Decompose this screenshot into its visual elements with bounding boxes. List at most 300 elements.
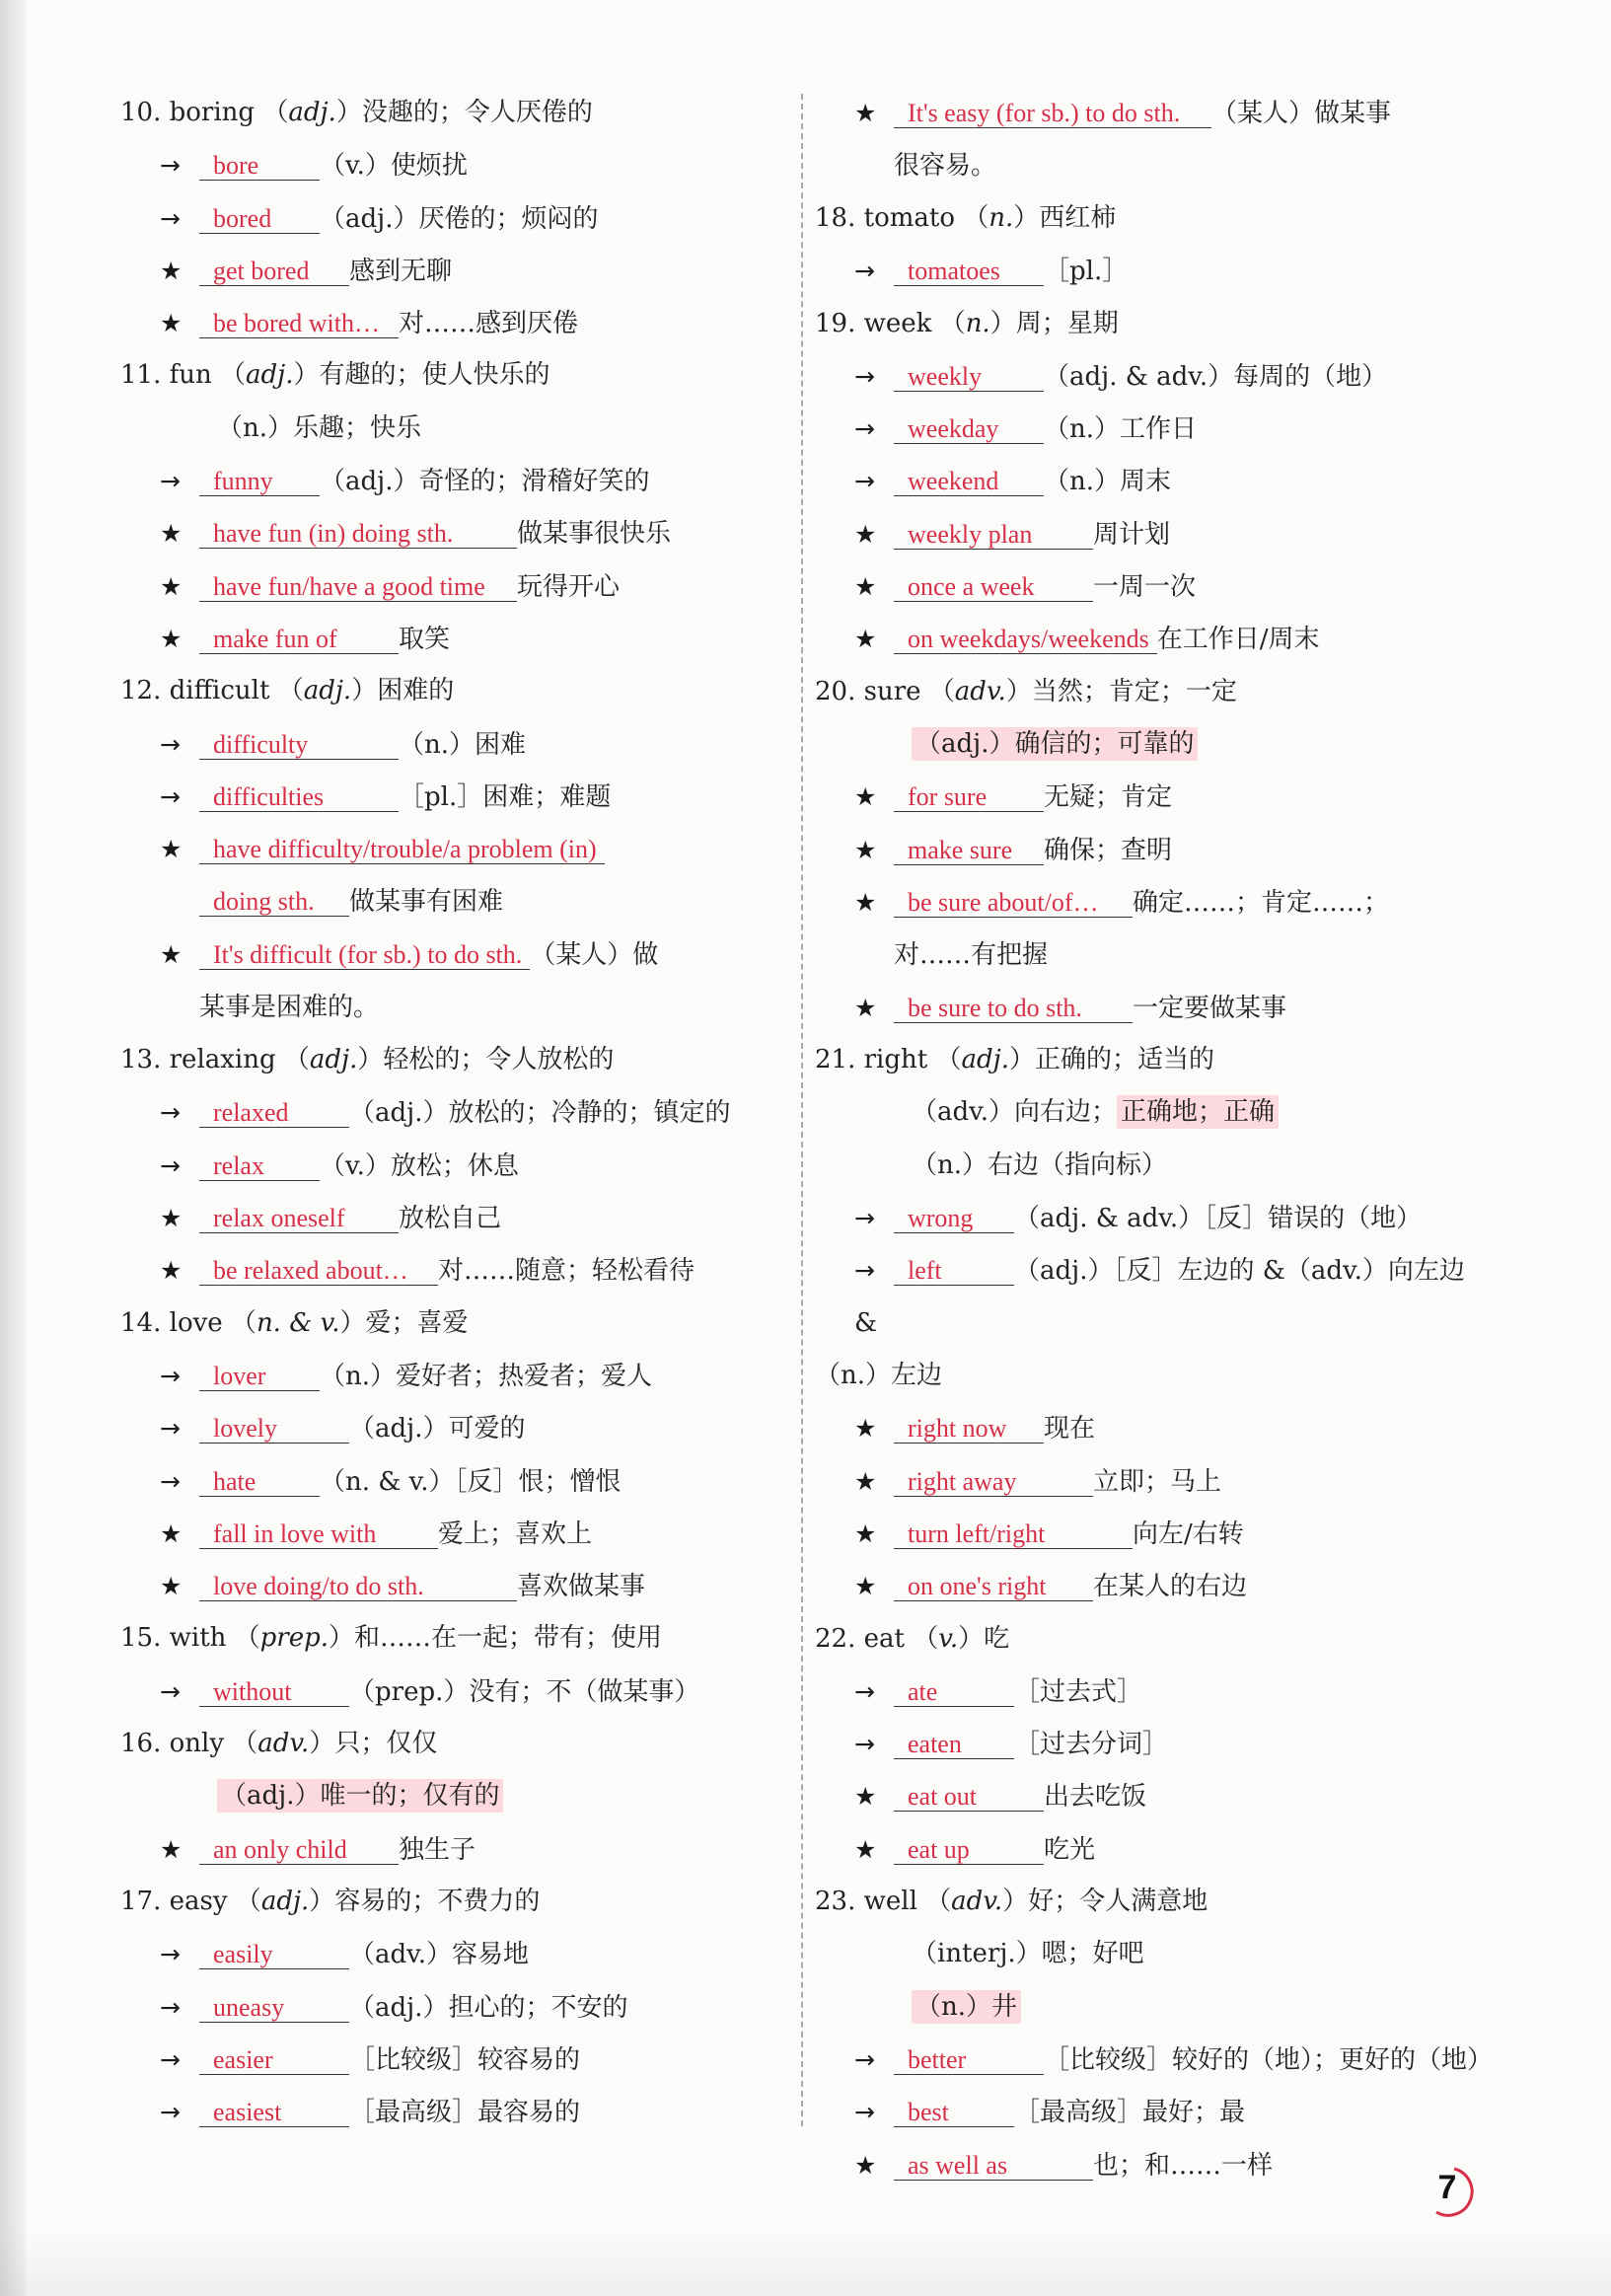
arrow-icon: → bbox=[160, 1414, 181, 1444]
derived-word-entry bbox=[120, 771, 791, 823]
headword: love bbox=[169, 1307, 223, 1338]
entry-line bbox=[160, 1402, 791, 1455]
derived-word-entry bbox=[120, 139, 791, 191]
star-icon: ★ bbox=[160, 940, 183, 970]
page-bottom-shade bbox=[0, 2227, 1611, 2296]
vocab-headword: 10. boring （adj.）没趣的；令人厌倦的 bbox=[120, 98, 593, 127]
entry-number: 19. bbox=[815, 308, 856, 338]
answer-gloss: 也；和……一样 bbox=[1093, 2150, 1274, 2181]
answer-gloss: 向左/右转 bbox=[1133, 1518, 1244, 1549]
vocab-headword: 13. relaxing （adj.）轻松的；令人放松的 bbox=[120, 1045, 615, 1075]
derived-word-entry bbox=[120, 1086, 791, 1139]
answer-gloss: 做某事有困难 bbox=[349, 887, 504, 918]
answer-blank[interactable]: bore bbox=[199, 153, 320, 181]
meaning: 轻松的；令人放松的 bbox=[383, 1045, 615, 1075]
answer-blank[interactable]: once a week bbox=[894, 574, 1093, 602]
arrow-icon: → bbox=[160, 1361, 181, 1390]
part-of-speech: adv. bbox=[257, 1729, 310, 1759]
answer-gloss: 现在 bbox=[1044, 1414, 1096, 1444]
phrase-entry bbox=[815, 824, 1486, 876]
derived-word-entry bbox=[815, 403, 1486, 455]
meaning: 和……在一起；带有；使用 bbox=[354, 1623, 663, 1654]
derived-word-entry bbox=[815, 1244, 1486, 1402]
highlighted-meaning bbox=[815, 718, 1486, 771]
phrase-entry bbox=[120, 1192, 791, 1244]
entry-number: 15. bbox=[120, 1623, 162, 1654]
derived-word-entry bbox=[815, 350, 1486, 403]
answer-blank[interactable]: weekend bbox=[894, 469, 1044, 496]
headword: fun bbox=[169, 360, 212, 391]
answer-blank[interactable]: left bbox=[894, 1258, 1014, 1286]
answer-blank[interactable]: uneasy bbox=[199, 1995, 349, 2023]
phrase-entry bbox=[120, 507, 791, 559]
answer-blank[interactable]: turn left/right bbox=[894, 1521, 1133, 1549]
entry-line bbox=[160, 507, 791, 560]
answer-gloss: 爱上；喜欢上 bbox=[438, 1518, 593, 1549]
answer-blank[interactable]: without bbox=[199, 1679, 349, 1707]
headword: tomato bbox=[863, 203, 955, 233]
derived-word-entry bbox=[120, 1350, 791, 1402]
entry-line bbox=[160, 455, 791, 508]
answer-gloss: （n.）爱好者；热爱者；爱人 bbox=[320, 1361, 653, 1391]
phrase-entry bbox=[815, 876, 1486, 982]
derived-word-entry bbox=[815, 2034, 1494, 2086]
entry-line bbox=[854, 2139, 1486, 2192]
star-icon: ★ bbox=[160, 1518, 183, 1548]
arrow-icon: → bbox=[160, 1150, 181, 1180]
answer-blank[interactable]: love doing/to do sth. bbox=[199, 1574, 517, 1601]
answer-blank[interactable]: weekly bbox=[894, 364, 1044, 392]
phrase-entry bbox=[120, 928, 791, 1034]
entry-line bbox=[160, 192, 791, 246]
answer-gloss: （adj.）担心的；不安的 bbox=[349, 1992, 628, 2023]
vocab-headword: 21. right （adj.）正确的；适当的 bbox=[815, 1045, 1214, 1075]
answer-blank[interactable]: doing sth. bbox=[199, 889, 349, 917]
answer-blank[interactable]: difficulties bbox=[199, 784, 399, 812]
answer-gloss: （adj.）放松的；冷静的；镇定的 bbox=[349, 1098, 731, 1129]
highlighted-meaning-text: 正确地；正确 bbox=[1117, 1095, 1279, 1129]
extra-meaning-text: （n.）右边（指向标） bbox=[912, 1149, 1168, 1180]
headword: right bbox=[863, 1045, 928, 1075]
part-of-speech: adj. bbox=[309, 1045, 358, 1075]
arrow-icon: → bbox=[854, 2044, 875, 2074]
entry-line bbox=[854, 2034, 1494, 2087]
entry-line bbox=[854, 824, 1486, 877]
answer-gloss-continued: 很容易。 bbox=[894, 151, 997, 181]
answer-blank[interactable]: weekday bbox=[894, 416, 1044, 444]
answer-blank[interactable]: for sure bbox=[894, 784, 1044, 812]
entry-number: 23. bbox=[815, 1887, 856, 1917]
answer-gloss: 确定……；肯定……； bbox=[1133, 887, 1390, 918]
star-icon: ★ bbox=[160, 1572, 183, 1601]
answer-gloss: 放松自己 bbox=[399, 1204, 502, 1234]
part-of-speech: adj. bbox=[961, 1045, 1009, 1075]
answer-blank[interactable]: an only child bbox=[199, 1837, 399, 1865]
entry-line bbox=[854, 1718, 1486, 1771]
arrow-icon: → bbox=[160, 1676, 181, 1706]
part-of-speech: adj. bbox=[288, 98, 336, 127]
answer-gloss: 对……随意；轻松看待 bbox=[438, 1256, 696, 1287]
phrase-entry bbox=[815, 1823, 1486, 1876]
entry-line bbox=[854, 1823, 1486, 1877]
entry-line bbox=[160, 2086, 791, 2139]
entry-line bbox=[160, 560, 791, 614]
entry-line bbox=[160, 1086, 791, 1140]
entry-line bbox=[160, 771, 791, 824]
phrase-entry bbox=[815, 560, 1486, 613]
phrase-entry bbox=[120, 1823, 791, 1876]
entry-line bbox=[854, 1666, 1486, 1719]
headword: with bbox=[169, 1623, 227, 1654]
arrow-icon: → bbox=[160, 729, 181, 759]
entry-line bbox=[160, 1508, 791, 1561]
answer-blank[interactable]: hate bbox=[199, 1469, 320, 1497]
entry-line bbox=[160, 1140, 791, 1193]
answer-blank[interactable]: make fun of bbox=[199, 627, 399, 654]
answer-gloss: ［最高级］最好；最 bbox=[1014, 2098, 1246, 2128]
entry-line bbox=[854, 1192, 1486, 1245]
answer-blank[interactable]: ate bbox=[894, 1679, 1014, 1707]
entry-line bbox=[160, 718, 791, 772]
phrase-entry bbox=[815, 1560, 1486, 1612]
headword: week bbox=[863, 308, 932, 338]
answer-gloss: 无疑；肯定 bbox=[1044, 782, 1173, 813]
entry-line bbox=[854, 455, 1486, 508]
arrow-icon: → bbox=[160, 781, 181, 811]
part-of-speech: adv. bbox=[951, 1887, 1003, 1917]
derived-word-entry bbox=[120, 1402, 791, 1454]
extra-meaning-text: （adv.）向右边； bbox=[912, 1097, 1118, 1128]
answer-gloss: 出去吃饭 bbox=[1044, 1782, 1147, 1813]
vocab-headword: 17. easy （adj.）容易的；不费力的 bbox=[120, 1886, 541, 1916]
page-number-badge bbox=[1425, 2163, 1484, 2222]
phrase-entry bbox=[815, 613, 1486, 665]
arrow-icon: → bbox=[160, 2098, 181, 2127]
answer-blank[interactable]: be sure to do sth. bbox=[894, 996, 1133, 1023]
answer-blank[interactable]: difficulty bbox=[199, 732, 399, 760]
derived-word-entry bbox=[815, 1666, 1486, 1718]
entry-line bbox=[854, 245, 1486, 298]
answer-blank[interactable]: eaten bbox=[894, 1732, 1014, 1759]
page-number: 7 bbox=[1437, 2169, 1457, 2206]
entry-number: 13. bbox=[120, 1045, 162, 1075]
entry-line bbox=[854, 982, 1486, 1035]
derived-word-entry bbox=[815, 455, 1486, 507]
entry-number: 10. bbox=[120, 98, 162, 127]
star-icon: ★ bbox=[854, 1782, 877, 1812]
meaning: 当然；肯定；一定 bbox=[1031, 676, 1237, 706]
entry-line bbox=[854, 876, 1486, 929]
extra-meaning bbox=[120, 403, 791, 455]
answer-blank[interactable]: wrong bbox=[894, 1206, 1014, 1233]
answer-gloss: （adv.）容易地 bbox=[349, 1940, 530, 1970]
entry-line bbox=[160, 613, 791, 666]
entry-line bbox=[160, 876, 791, 928]
answer-gloss: ［pl.］困难；难题 bbox=[399, 781, 612, 812]
star-icon: ★ bbox=[854, 835, 877, 864]
meaning: 周；星期 bbox=[1015, 308, 1119, 338]
star-icon: ★ bbox=[160, 624, 183, 653]
entry-line bbox=[160, 1192, 791, 1245]
phrase-entry bbox=[815, 508, 1486, 560]
arrow-icon: → bbox=[160, 1992, 181, 2022]
star-icon: ★ bbox=[160, 309, 183, 338]
entry-line bbox=[160, 1244, 791, 1297]
star-icon: ★ bbox=[854, 1466, 877, 1496]
meaning: 容易的；不费力的 bbox=[334, 1886, 541, 1916]
answer-blank[interactable]: have fun (in) doing sth. bbox=[199, 521, 517, 549]
answer-gloss: （prep.）没有；不（做某事） bbox=[349, 1676, 700, 1707]
answer-blank[interactable]: easiest bbox=[199, 2100, 349, 2127]
answer-blank[interactable]: bored bbox=[199, 206, 320, 234]
answer-gloss: ［pl.］ bbox=[1044, 257, 1129, 287]
part-of-speech: n. bbox=[965, 308, 990, 338]
headword: sure bbox=[863, 676, 921, 706]
entry-line bbox=[160, 928, 791, 982]
answer-blank[interactable]: eat out bbox=[894, 1784, 1044, 1812]
entry-number: 20. bbox=[815, 676, 856, 706]
vocab-headword: 14. love （n. & v.）爱；喜爱 bbox=[120, 1307, 469, 1338]
meaning: 爱；喜爱 bbox=[365, 1307, 469, 1338]
answer-gloss: 一周一次 bbox=[1093, 572, 1197, 603]
answer-blank[interactable]: It's easy (for sb.) to do sth. bbox=[894, 101, 1211, 128]
answer-gloss: 一定要做某事 bbox=[1133, 993, 1287, 1023]
entry-line bbox=[160, 1823, 791, 1877]
answer-blank[interactable]: be sure about/of… bbox=[894, 890, 1133, 918]
meaning: 好；令人满意地 bbox=[1028, 1887, 1208, 1917]
meaning: 困难的 bbox=[377, 676, 455, 706]
vocab-headword: 19. week （n.）周；星期 bbox=[815, 308, 1119, 338]
headword: only bbox=[169, 1729, 225, 1759]
entry-number: 21. bbox=[815, 1045, 856, 1075]
derived-word-entry bbox=[120, 1928, 791, 1980]
entry-number: 14. bbox=[120, 1307, 162, 1338]
phrase-entry bbox=[120, 613, 791, 665]
entry-line bbox=[160, 1560, 791, 1613]
answer-gloss: 玩得开心 bbox=[517, 571, 621, 602]
answer-gloss-continued: 某事是困难的。 bbox=[199, 993, 380, 1023]
phrase-entry bbox=[120, 297, 791, 349]
entry-line bbox=[854, 1455, 1486, 1509]
star-icon: ★ bbox=[160, 571, 183, 601]
derived-word-entry bbox=[815, 245, 1486, 297]
phrase-entry bbox=[120, 1560, 791, 1612]
answer-gloss: 周计划 bbox=[1093, 519, 1171, 550]
answer-blank[interactable]: funny bbox=[199, 469, 320, 496]
answer-gloss: （某人）做 bbox=[530, 940, 659, 971]
answer-blank[interactable]: relaxed bbox=[199, 1100, 349, 1128]
answer-blank[interactable]: relax oneself bbox=[199, 1206, 399, 1233]
answer-blank[interactable]: fall in love with bbox=[199, 1521, 438, 1549]
star-icon: ★ bbox=[854, 887, 877, 917]
star-icon: ★ bbox=[160, 1204, 183, 1233]
answer-blank[interactable]: make sure bbox=[894, 838, 1044, 865]
entry-line bbox=[160, 245, 791, 298]
headword: easy bbox=[169, 1886, 228, 1916]
answer-blank[interactable]: have difficulty/trouble/a problem (in) bbox=[199, 837, 605, 864]
right-column bbox=[815, 87, 1494, 2191]
answer-blank[interactable]: on weekdays/weekends bbox=[894, 627, 1157, 654]
arrow-icon: → bbox=[854, 2098, 875, 2127]
entry-line bbox=[854, 403, 1486, 456]
answer-blank[interactable]: lover bbox=[199, 1364, 320, 1391]
entry-line bbox=[854, 929, 1486, 982]
meaning: 正确的；适当的 bbox=[1034, 1045, 1214, 1075]
vocab-headword: 11. fun （adj.）有趣的；使人快乐的 bbox=[120, 360, 550, 391]
answer-gloss: ［过去式］ bbox=[1014, 1676, 1143, 1707]
answer-blank[interactable]: It's difficult (for sb.) to do sth. bbox=[199, 942, 530, 970]
headword: eat bbox=[863, 1623, 905, 1654]
star-icon: ★ bbox=[854, 572, 877, 602]
entry-line bbox=[854, 2086, 1486, 2139]
arrow-icon: → bbox=[160, 1098, 181, 1128]
answer-blank[interactable]: weekly plan bbox=[894, 522, 1093, 550]
entry-line bbox=[854, 350, 1486, 404]
answer-gloss: （n.）周末 bbox=[1044, 467, 1172, 497]
derived-word-entry bbox=[120, 2086, 791, 2138]
entry-line bbox=[160, 982, 791, 1034]
arrow-icon: → bbox=[160, 203, 181, 233]
meaning: 只；仅仅 bbox=[334, 1729, 438, 1759]
star-icon: ★ bbox=[854, 1518, 877, 1548]
answer-gloss: （adj.）厌倦的；烦闷的 bbox=[320, 203, 599, 234]
answer-gloss: （v.）使烦扰 bbox=[320, 151, 468, 182]
part-of-speech: adj. bbox=[260, 1886, 310, 1916]
vocab-headword: 18. tomato （n.）西红柿 bbox=[815, 203, 1117, 233]
entry-line bbox=[815, 1350, 1486, 1402]
answer-blank[interactable]: as well as bbox=[894, 2153, 1093, 2181]
answer-gloss: ［最高级］最容易的 bbox=[349, 2098, 581, 2128]
meaning: 吃 bbox=[984, 1623, 1010, 1654]
answer-gloss: （v.）放松；休息 bbox=[320, 1150, 519, 1181]
entry-line bbox=[854, 508, 1486, 561]
highlighted-meaning bbox=[815, 1981, 1486, 2034]
entry-number: 17. bbox=[120, 1886, 162, 1916]
star-icon: ★ bbox=[854, 625, 877, 654]
answer-blank[interactable]: lovely bbox=[199, 1416, 349, 1444]
entry-line bbox=[160, 1455, 791, 1509]
entry-line bbox=[160, 823, 791, 876]
extra-meaning bbox=[815, 1086, 1486, 1139]
entry-line bbox=[854, 1244, 1486, 1350]
answer-blank[interactable]: better bbox=[894, 2047, 1044, 2075]
derived-word-entry bbox=[120, 1455, 791, 1508]
arrow-icon: → bbox=[854, 1676, 875, 1706]
arrow-icon: → bbox=[854, 467, 875, 496]
part-of-speech: n. bbox=[989, 203, 1014, 233]
answer-blank[interactable]: tomatoes bbox=[894, 259, 1044, 286]
extra-meaning bbox=[815, 1928, 1486, 1980]
entry-number: 12. bbox=[120, 676, 162, 706]
answer-gloss: （n. & v.）［反］恨；憎恨 bbox=[320, 1466, 622, 1497]
arrow-icon: → bbox=[160, 467, 181, 496]
answer-blank[interactable]: easily bbox=[199, 1942, 349, 1969]
answer-blank[interactable]: be bored with… bbox=[199, 311, 399, 338]
derived-word-entry bbox=[120, 1981, 791, 2034]
arrow-icon: → bbox=[160, 2044, 181, 2074]
answer-blank[interactable]: eat up bbox=[894, 1837, 1044, 1865]
answer-blank[interactable]: easier bbox=[199, 2047, 349, 2075]
answer-gloss: （adj.）奇怪的；滑稽好笑的 bbox=[320, 467, 650, 497]
phrase-entry bbox=[815, 1455, 1486, 1508]
meaning: 没趣的；令人厌倦的 bbox=[361, 98, 593, 127]
answer-blank[interactable]: right away bbox=[894, 1469, 1093, 1497]
left-column bbox=[120, 87, 791, 2138]
answer-blank[interactable]: on one's right bbox=[894, 1574, 1093, 1601]
star-icon: ★ bbox=[854, 519, 877, 549]
vocab-headword: 23. well （adv.）好；令人满意地 bbox=[815, 1887, 1208, 1917]
headword: well bbox=[863, 1887, 917, 1917]
derived-word-entry bbox=[815, 2086, 1486, 2138]
star-icon: ★ bbox=[160, 1256, 183, 1286]
derived-word-entry bbox=[120, 2034, 791, 2086]
arrow-icon: → bbox=[854, 1204, 875, 1233]
entry-line bbox=[160, 1350, 791, 1403]
answer-gloss: （adj.）可爱的 bbox=[349, 1414, 526, 1444]
headword: difficult bbox=[169, 676, 270, 706]
part-of-speech: v. bbox=[938, 1623, 959, 1654]
arrow-icon: → bbox=[160, 1466, 181, 1496]
vocab-headword: 16. only （adv.）只；仅仅 bbox=[120, 1729, 438, 1759]
answer-blank[interactable]: relax bbox=[199, 1153, 320, 1181]
entry-number: 22. bbox=[815, 1623, 856, 1654]
part-of-speech: adj. bbox=[303, 676, 352, 706]
answer-gloss: 立即；马上 bbox=[1093, 1466, 1222, 1497]
headword: boring bbox=[169, 98, 256, 127]
arrow-icon: → bbox=[854, 1256, 875, 1286]
entry-line bbox=[854, 771, 1486, 824]
extra-meaning-text: （interj.）嗯；好吧 bbox=[912, 1939, 1144, 1969]
part-of-speech: n. & v. bbox=[256, 1307, 340, 1338]
entry-number: 11. bbox=[120, 360, 162, 391]
entry-line bbox=[160, 1666, 791, 1719]
part-of-speech: adv. bbox=[954, 676, 1006, 706]
arrow-icon: → bbox=[854, 1730, 875, 1759]
entry-line bbox=[160, 297, 791, 350]
derived-word-entry bbox=[120, 1666, 791, 1718]
phrase-entry bbox=[815, 1508, 1486, 1560]
answer-gloss: 确保；查明 bbox=[1044, 835, 1173, 865]
answer-blank[interactable]: be relaxed about… bbox=[199, 1258, 438, 1286]
entry-line bbox=[854, 1402, 1486, 1455]
answer-gloss: （adj.）［反］左边的 &（adv.）向左边 & bbox=[854, 1256, 1465, 1339]
highlighted-meaning-text: （adj.）确信的；可靠的 bbox=[912, 727, 1198, 761]
entry-line bbox=[854, 140, 1486, 192]
entry-line bbox=[854, 1770, 1486, 1823]
answer-blank[interactable]: have fun/have a good time bbox=[199, 574, 517, 602]
entry-line bbox=[854, 87, 1486, 140]
entry-number: 16. bbox=[120, 1729, 162, 1759]
derived-word-entry bbox=[120, 1140, 791, 1192]
phrase-entry bbox=[120, 245, 791, 297]
star-icon: ★ bbox=[160, 835, 183, 864]
phrase-entry bbox=[815, 2139, 1486, 2191]
answer-blank[interactable]: best bbox=[894, 2100, 1014, 2127]
entry-line bbox=[160, 2034, 791, 2087]
answer-gloss: ［过去分词］ bbox=[1014, 1730, 1169, 1760]
vocab-headword: 22. eat （v.）吃 bbox=[815, 1623, 1010, 1654]
answer-blank[interactable]: right now bbox=[894, 1416, 1044, 1444]
part-of-speech: prep. bbox=[259, 1623, 330, 1654]
phrase-entry bbox=[120, 1508, 791, 1560]
answer-gloss: ［比较级］较好的（地）；更好的（地） bbox=[1044, 2044, 1494, 2075]
answer-blank[interactable]: get bored bbox=[199, 259, 349, 286]
entry-line bbox=[854, 613, 1486, 666]
entry-line bbox=[854, 1560, 1486, 1613]
highlighted-meaning bbox=[120, 1770, 791, 1822]
answer-gloss: 吃光 bbox=[1044, 1834, 1096, 1865]
derived-word-entry bbox=[120, 192, 791, 245]
